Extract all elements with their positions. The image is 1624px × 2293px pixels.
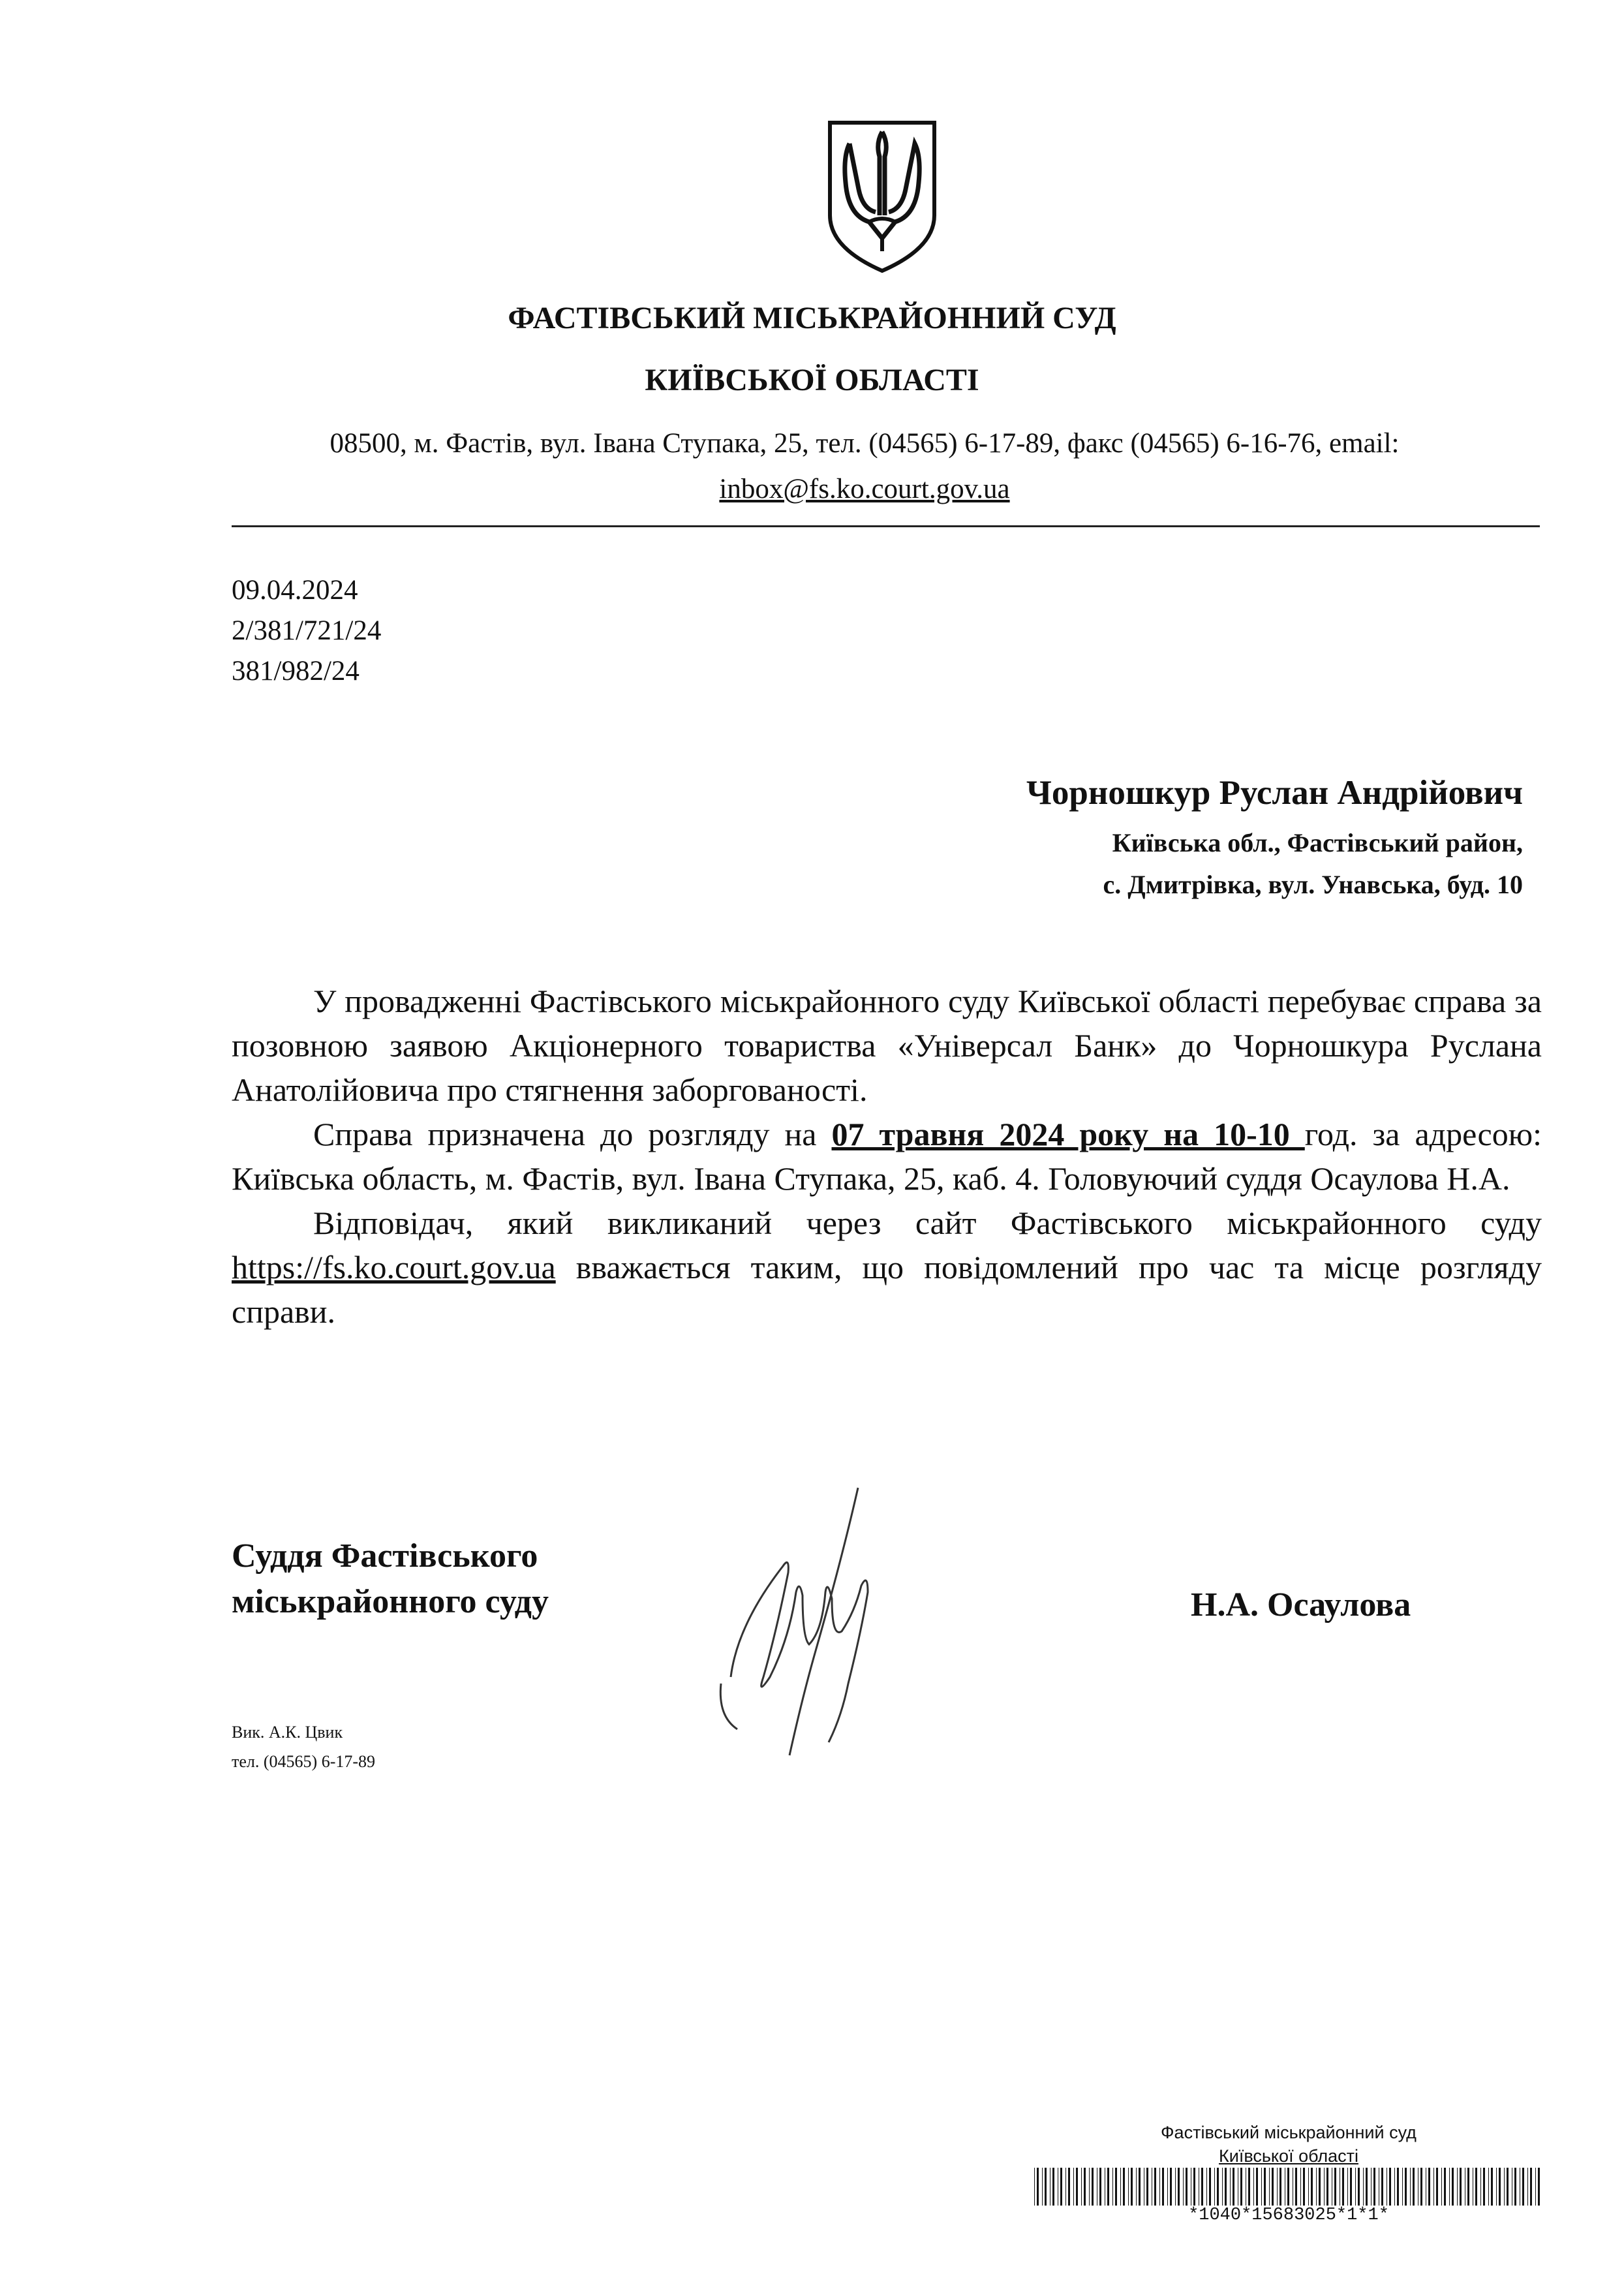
barcode-bar [1535,2168,1536,2206]
barcode-bar [1355,2168,1356,2206]
barcode-bar [1131,2168,1133,2206]
barcode-bar [1159,2168,1160,2206]
notice-end: вважається таким, що повідомлений про час та місце розгляду справи. [232,1249,1542,1330]
recipient-name: Чорношкур Руслан Андрійович [1026,774,1523,812]
barcode-bar [1405,2168,1407,2206]
barcode-bar [1240,2168,1242,2206]
barcode-bar [1389,2168,1391,2206]
barcode-bar [1324,2168,1325,2206]
barcode-bar [1420,2168,1422,2206]
executor-name: Вик. А.К. Цвик [232,1723,343,1742]
barcode-bar [1300,2168,1301,2206]
barcode-bar [1073,2168,1074,2206]
barcode-bar [1475,2168,1477,2206]
barcode-bar [1350,2168,1352,2206]
barcode-bar [1089,2168,1090,2206]
hearing-intro: Справа призначена до розгляду на [313,1116,832,1152]
barcode-bar [1381,2168,1383,2206]
barcode-bar [1034,2168,1035,2206]
barcode-bar [1120,2168,1121,2206]
barcode-bar [1507,2168,1509,2206]
judge-title-line2: міськрайонного суду [232,1583,549,1620]
court-address-text: 08500, м. Фастів, вул. Івана Ступака, 25, тел. (04565) 6-17-89, факс (04565) 6-16-76, email: [329,428,1400,459]
barcode-bar [1060,2168,1062,2206]
barcode-bar [1449,2168,1450,2206]
judge-title [232,1533,549,1625]
barcode-bar [1311,2168,1313,2206]
barcode-bar [1037,2168,1039,2206]
barcode-bar [1186,2168,1187,2206]
barcode-bar [1295,2168,1297,2206]
barcode-bar [1467,2168,1469,2206]
notice-intro: Відповідач, який викликаний через сайт Фастівського міськрайонного суду [313,1205,1542,1241]
recipient-address-line1: Київська обл., Фастівський район, [1112,828,1523,857]
barcode-bar [1233,2168,1234,2206]
barcode-bar [1457,2168,1458,2206]
barcode-bar [1201,2168,1203,2206]
case-number: 381/982/24 [232,656,360,686]
barcode-bar [1394,2168,1395,2206]
barcode-bar [1428,2168,1430,2206]
barcode-bar [1248,2168,1250,2206]
barcode-bar [1410,2168,1411,2206]
barcode-bar [1326,2168,1328,2206]
barcode-bar [1264,2168,1266,2206]
barcode-bar [1225,2168,1227,2206]
body-paragraph-1: У провадженні Фастівського міськрайонного суду Київської області перебуває справа за позовною заявою Акціонерного товариства «Універсал Банк» до Чорношкура Руслана Анатолійовича про стягнення заборгованості. [232,983,1542,1108]
barcode-bar [1342,2168,1344,2206]
barcode-bar [1504,2168,1505,2206]
barcode-bar [1209,2168,1211,2206]
barcode-bar [1483,2168,1485,2206]
barcode-bar [1527,2168,1528,2206]
barcode-bar [1222,2168,1223,2206]
barcode-bar [1491,2168,1493,2206]
barcode-bar [1193,2168,1195,2206]
barcode-bar [1136,2168,1137,2206]
barcode-bar [1052,2168,1054,2206]
barcode-bar [1217,2168,1219,2206]
barcode-bar [1206,2168,1207,2206]
barcode-bar [1175,2168,1176,2206]
barcode-bar [1269,2168,1270,2206]
coat-of-arms-icon [823,117,941,274]
barcode-bar [1334,2168,1336,2206]
barcode-bar [1287,2168,1289,2206]
barcode-bar [1065,2168,1066,2206]
barcode-bar [1084,2168,1086,2206]
barcode-bar [1488,2168,1489,2206]
barcode-bar [1272,2168,1274,2206]
barcode-bar [1170,2168,1172,2206]
barcode-bar [1139,2168,1141,2206]
letter-body [232,979,1542,1334]
barcode-bar [1183,2168,1184,2206]
barcode-bar [1538,2168,1540,2206]
barcode-bar [1316,2168,1317,2206]
judge-title-line1: Суддя Фастівського [232,1537,538,1575]
body-paragraph-2 [232,1112,1542,1201]
barcode-bar [1402,2168,1403,2206]
barcode-bar [1397,2168,1399,2206]
barcode-bar [1433,2168,1434,2206]
barcode-bar [1441,2168,1442,2206]
court-name-line2: КИЇВСЬКОЇ ОБЛАСТІ [645,363,979,397]
barcode-bar [1277,2168,1278,2206]
judge-name: Н.А. Осаулова [1191,1586,1411,1624]
barcode-bar [1522,2168,1524,2206]
handwritten-signature [711,1481,894,1762]
barcode-icon [1034,2168,1543,2206]
court-website-link[interactable]: https://fs.ko.court.gov.ua [232,1249,556,1285]
executor-phone: тел. (04565) 6-17-89 [232,1752,376,1771]
header-divider [232,525,1540,527]
barcode-bar [1261,2168,1262,2206]
body-paragraph-3 [232,1201,1542,1334]
barcode-bar [1042,2168,1043,2206]
barcode-bar [1045,2168,1047,2206]
outgoing-number: 2/381/721/24 [232,615,382,646]
court-address [215,421,1514,512]
barcode-number: *1040*15683025*1*1* [1188,2206,1389,2225]
barcode-bar [1452,2168,1454,2206]
barcode-bar [1366,2168,1368,2206]
barcode-bar [1303,2168,1305,2206]
barcode-bar [1496,2168,1497,2206]
barcode-bar [1363,2168,1364,2206]
barcode-bar [1123,2168,1125,2206]
hearing-datetime: 07 травня 2024 року на 10-10 [831,1116,1305,1152]
barcode-bar [1514,2168,1516,2206]
barcode-bar [1279,2168,1281,2206]
barcode-bar [1480,2168,1481,2206]
barcode-bar [1230,2168,1231,2206]
barcode-bar [1256,2168,1258,2206]
court-email-link[interactable]: inbox@fs.ko.court.gov.ua [719,474,1010,504]
barcode-bar [1167,2168,1168,2206]
barcode-bar [1413,2168,1415,2206]
court-name-line1: ФАСТІВСЬКИЙ МІСЬКРАЙОННИЙ СУД [508,301,1116,335]
barcode-bar [1253,2168,1254,2206]
barcode-bar [1162,2168,1164,2206]
registration-stamp [1034,2121,1543,2225]
barcode-bar [1099,2168,1101,2206]
barcode-bar [1319,2168,1321,2206]
barcode-bar [1444,2168,1446,2206]
barcode-bar [1373,2168,1375,2206]
barcode-bar [1107,2168,1109,2206]
barcode-bar [1436,2168,1438,2206]
recipient-address-line2: с. Дмитрівка, вул. Унавська, буд. 10 [1103,870,1523,899]
barcode-bar [1460,2168,1462,2206]
stamp-region: Київської області [1219,2146,1358,2166]
letter-date: 09.04.2024 [232,575,358,606]
barcode-bar [1358,2168,1360,2206]
barcode-bar [1214,2168,1215,2206]
stamp-court-name: Фастівський міськрайонний суд [1161,2123,1417,2142]
barcode-bar [1081,2168,1082,2206]
barcode-bar [1146,2168,1148,2206]
barcode-bar [1128,2168,1129,2206]
barcode-bar [1076,2168,1078,2206]
barcode-bar [1308,2168,1309,2206]
barcode-bar [1112,2168,1113,2206]
barcode-bar [1499,2168,1501,2206]
barcode-bar [1154,2168,1156,2206]
barcode-bar [1178,2168,1180,2206]
barcode-bar [1092,2168,1094,2206]
barcode-bar [1347,2168,1348,2206]
barcode-bar [1530,2168,1532,2206]
hearing-details: год. за адресою: Київська область, м. Фастів, вул. Івана Ступака, 25, каб. 4. Головуючий суддя Осаулова Н.А. [232,1116,1542,1197]
barcode-bar [1115,2168,1117,2206]
barcode-bar [1068,2168,1070,2206]
